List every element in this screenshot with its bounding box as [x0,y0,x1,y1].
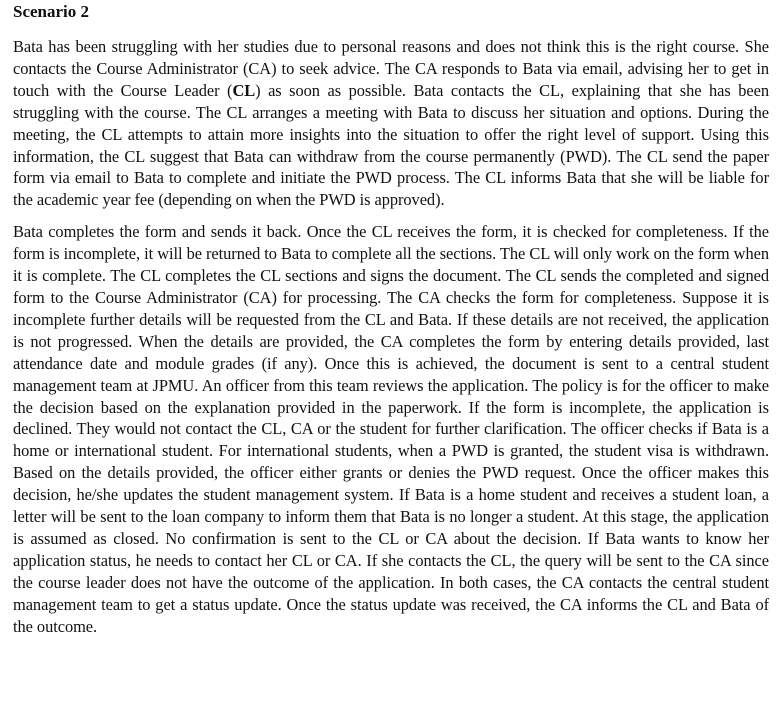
scenario-title: Scenario 2 [13,2,90,21]
paragraph-intro-text-1: Bata has been struggling with her studies due to personal reasons and does not think this is the right course. She contacts the Course Administrator (CA) to seek advice. The CA responds to Bata via email, advising her to get in touch with the Course Leader ( [13,37,769,100]
course-leader-abbrev: CL [232,80,256,100]
paragraph-intro [13,36,769,211]
paragraph-process: Bata completes the form and sends it back. Once the CL receives the form, it is checked for completeness. If the form is incomplete, it will be returned to Bata to complete all the sections. The CL will only work on the form when it is complete. The CL completes the CL sections and signs the document. The CL sends the completed and signed form to the Course Administrator (CA) for processing. The CA checks the form for completeness. Suppose it is incomplete further details will be requested from the CL and Bata. If these details are not received, the application is not progressed. When the details are provided, the CA completes the form by entering details provided, last attendance date and module grades (if any). Once this is achieved, the document is sent to a central student management team at JPMU. An officer from this team reviews the application. The policy is for the officer to make the decision based on the explanation provided in the paperwork. If the form is incomplete, the application is declined. They would not contact the CL, CA or the student for further clarification. The officer checks if Bata is a home or international student. For international students, when a PWD is granted, the student visa is withdrawn. Based on the details provided, the officer either grants or denies the PWD request. Once the officer makes this decision, he/she updates the student management system. If Bata is a home student and receives a student loan, a letter will be sent to the loan company to inform them that Bata is no longer a student. At this stage, the application is assumed as closed. No confirmation is sent to the CL or CA about the decision. If Bata wants to know her application status, he needs to contact her CL or CA. If she contacts the CL, the query will be sent to the CA since the course leader does not have the outcome of the application. In both cases, the CA contacts the central student management team to get a status update. Once the status update was received, the CA informs the CL and Bata of the outcome. [13,222,769,636]
paragraph-intro-text-2: ) as soon as possible. Bata contacts the CL, explaining that she has been struggling with the course. The CL arranges a meeting with Bata to discuss her situation and options. During the meeting, the CL attempts to attain more insights into the situation to offer the right level of support. Using this information, the CL suggest that Bata can withdraw from the course permanently (PWD). The CL send the paper form via email to Bata to complete and initiate the PWD process. The CL informs Bata that she will be liable for the academic year fee (depending on when the PWD is approved). [13,80,769,210]
